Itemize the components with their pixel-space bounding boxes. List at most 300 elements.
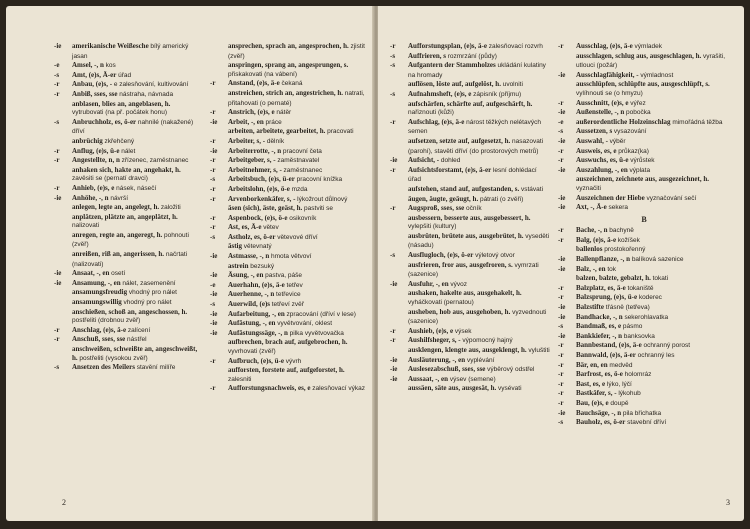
translation: násek, násečí: [116, 184, 157, 192]
dictionary-entry: [558, 194, 730, 204]
translation: doupě: [610, 399, 629, 407]
translation: založiti: [160, 204, 181, 212]
gender-article: -ie: [390, 279, 398, 288]
headword: Äsung, -, en: [228, 271, 264, 280]
translation: vymrzati (sazenice): [408, 261, 539, 279]
translation: bezsuký: [250, 262, 275, 270]
translation: pohnouti (zvěř): [72, 231, 189, 249]
headword: Aufsichtsforstamt, (e)s, ä-er: [408, 165, 492, 174]
headword: Anbruchholz, es, ö-er: [72, 117, 137, 126]
headword: Anbau, (e)s, -: [72, 80, 113, 89]
gender-article: -r: [390, 204, 396, 213]
headword: ausklengen, klengte aus, ausgeklengt, h.: [408, 346, 527, 354]
headword: Arbeiterrotte, -, n: [228, 146, 282, 155]
translation: osikovník: [289, 214, 317, 222]
translation: pásmo: [622, 323, 643, 331]
headword: Augsproß, sses, sse: [408, 204, 465, 213]
dictionary-entry: [390, 214, 550, 232]
dictionary-entry: [558, 293, 730, 303]
gender-article: -r: [558, 360, 564, 369]
dictionary-entry: [210, 223, 366, 233]
translation: vhodný pro nálet: [123, 299, 172, 307]
gender-article: -r: [558, 398, 564, 407]
dictionary-entry: [54, 184, 202, 194]
gender-article: -r: [390, 336, 396, 345]
dictionary-entry: [210, 156, 366, 166]
dictionary-entry: [54, 61, 202, 71]
headword: anblasen, blies an, angeblasen, h.: [72, 99, 171, 108]
headword: anschießen, schoß an, angeschossen, h.: [72, 307, 188, 316]
gender-article: -s: [558, 322, 564, 331]
dictionary-entry: [54, 308, 202, 326]
gender-article: -ie: [558, 331, 566, 340]
translation: pobočka: [625, 109, 651, 117]
dictionary-entry: [390, 251, 550, 261]
dictionary-entry: [54, 363, 202, 373]
gender-article: -r: [210, 136, 216, 145]
translation: průkaz(ka): [618, 147, 649, 155]
translation: postřeliti (drobnou zvěř): [72, 317, 141, 325]
page-number: 2: [62, 498, 66, 507]
dictionary-entry: [210, 79, 366, 89]
headword: aufsetzen, setzte auf, aufgesetzt, h.: [408, 136, 511, 145]
headword: ansamungswillig: [72, 298, 122, 307]
translation: kožíšek: [617, 236, 640, 244]
dictionary-entry: [558, 71, 730, 81]
headword: Anhieb, (e)s, e: [72, 183, 115, 192]
gender-article: -s: [390, 89, 396, 98]
dictionary-entry: [390, 308, 550, 327]
translation: lýkožrout důlnový: [297, 195, 348, 203]
headword: Balg, (e)s, ä-e: [576, 235, 617, 244]
translation: načrtati (nalizovati): [72, 251, 188, 268]
translation: pastviti se: [304, 205, 333, 213]
translation: nařiznouti (kůži): [408, 109, 454, 117]
gender-article: -r: [390, 42, 396, 50]
dictionary-entry: [558, 351, 730, 361]
dictionary-entry: [210, 166, 366, 176]
dictionary-entry: [210, 195, 366, 205]
dictionary-entry: [54, 80, 202, 90]
headword: äugen, äugte, geäugt, h.: [408, 194, 479, 203]
translation: zjistit (zvěř): [228, 43, 365, 60]
headword: anspringen, sprang an, angesprungen, s.: [228, 61, 349, 70]
dictionary-entry: [390, 261, 550, 280]
headword: Aufarbeitung, -, en: [228, 309, 285, 318]
dictionary-entry: [210, 42, 366, 61]
headword: Bandhacke, -, n: [576, 312, 623, 321]
dictionary-entry: [54, 250, 202, 269]
headword: Auswuchs, es, ü-e: [576, 156, 629, 165]
translation: výpomocný hajný: [462, 337, 513, 345]
translation: třásně (tetřeva): [605, 304, 650, 312]
dictionary-entry: [210, 271, 366, 281]
translation: vysazování: [613, 128, 647, 136]
dictionary-entry: [210, 300, 366, 310]
headword: aufforsten, forstete auf, aufgeforstet, h.: [228, 366, 345, 375]
headword: arbeiten, arbeitete, gearbeitet, h.: [228, 127, 326, 136]
headword: Aufnahmsheft, (e)s, e: [408, 89, 472, 98]
gender-article: -r: [558, 226, 564, 235]
translation: medvěd: [609, 361, 633, 369]
translation: pila břichatka: [622, 409, 662, 417]
dictionary-entry: [210, 242, 366, 252]
headword: Aufästung, -, en: [228, 319, 276, 328]
dictionary-entry: [558, 166, 730, 176]
gender-article: -r: [54, 80, 60, 89]
dictionary-entry: [558, 274, 730, 284]
gender-article: -s: [558, 418, 564, 427]
headword: Anbiß, sses, sse: [72, 89, 118, 98]
gender-article: -ie: [210, 117, 218, 126]
headword: Arbeitgeber, s, -: [228, 156, 276, 165]
headword: Auffrieren, s: [408, 51, 446, 60]
dictionary-entry: [558, 380, 730, 390]
dictionary-entry: [210, 89, 366, 108]
gender-article: -r: [558, 389, 564, 398]
gender-article: -r: [54, 335, 60, 344]
gender-article: -r: [390, 165, 396, 174]
dictionary-entry: [54, 100, 202, 118]
gender-article: -r: [210, 384, 216, 393]
right-column-1: [390, 42, 550, 502]
dictionary-entry: [390, 327, 550, 337]
dictionary-entry: [558, 361, 730, 371]
gender-article: -ie: [558, 108, 566, 117]
dictionary-entry: [558, 99, 730, 109]
headword: anreißen, riß an, angerissen, h.: [72, 250, 165, 259]
dictionary-entry: [558, 284, 730, 294]
headword: Balzstifte: [576, 303, 604, 312]
translation: tetřeví zvěř: [271, 301, 304, 309]
headword: äsen (sich), äste, geäst, h.: [228, 204, 303, 213]
headword: Arbeitsbuch, (e)s, ü-er: [228, 175, 295, 184]
translation: tokaniště: [627, 284, 654, 292]
dictionary-entry: [558, 399, 730, 409]
translation: výřez: [630, 99, 646, 107]
translation: rozmrzání (půdy): [447, 52, 497, 60]
gender-article: -r: [558, 98, 564, 107]
translation: výmladnost: [640, 71, 674, 79]
dictionary-entry: [390, 42, 550, 52]
headword: Bast, es, e: [576, 379, 606, 388]
headword: aufbrechen, brach auf, aufgebrochen, h.: [228, 338, 348, 347]
translation: pilka vyvětvovačka: [289, 329, 344, 337]
translation: výplata: [629, 166, 651, 174]
dictionary-entry: [558, 52, 730, 71]
gender-article: -s: [390, 251, 396, 260]
gender-article: -r: [558, 351, 564, 359]
translation: mzda: [291, 185, 308, 193]
gender-article: -r: [210, 165, 216, 174]
dictionary-entry: [558, 236, 730, 246]
translation: úřad: [118, 71, 132, 79]
headword: Bauholz, es, ö-er: [576, 418, 626, 427]
translation: vylepšiti (kultury): [408, 223, 457, 231]
translation: vyluštiti: [528, 347, 550, 354]
translation: ukládání kulatiny na hromady: [408, 62, 546, 79]
dictionary-entry: [54, 298, 202, 308]
translation: bílý americký jasan: [72, 43, 189, 60]
gender-article: -r: [390, 326, 396, 335]
dictionary-entry: [210, 204, 366, 214]
headword: Anschlag, (e)s, ä-e: [72, 325, 127, 334]
gender-article: -ie: [390, 355, 398, 364]
dictionary-entry: [54, 90, 202, 100]
headword: ausschlagen, schlug aus, ausgeschlagen, h.: [576, 51, 702, 60]
headword: Aushieb, (e)s, e: [408, 326, 454, 335]
headword: ausschlüpfen, schlüpfte aus, ausgeschlüpft, s.: [576, 80, 710, 89]
headword: Bankkiefer, -, n: [576, 331, 623, 340]
translation: pátrati (o zvěři): [479, 195, 524, 203]
translation: nástraha, návnada: [119, 90, 174, 98]
translation: zápisník (příjmu): [473, 90, 522, 98]
translation: kos: [105, 62, 116, 70]
gender-article: -s: [558, 127, 564, 136]
dictionary-entry: [54, 288, 202, 298]
translation: pracovní četa: [282, 147, 322, 155]
dictionary-entry: [390, 375, 550, 385]
translation: natrati, přitahovati (o pernaté): [228, 89, 365, 107]
dictionary-entry: [558, 147, 730, 157]
dictionary-entry: [558, 127, 730, 137]
dictionary-entry: [390, 185, 550, 195]
headword: ausbrüten, brütete aus, ausgebrütet, h.: [408, 231, 524, 240]
headword: anbrüchig: [72, 136, 103, 145]
dictionary-entry: [210, 108, 366, 118]
headword: Angestellte, n, n: [72, 156, 120, 165]
translation: stavební dříví: [627, 419, 667, 427]
gender-article: -s: [54, 117, 60, 126]
headword: außerordentliche Holzeinschlag: [576, 117, 671, 126]
dictionary-entry: [210, 357, 366, 367]
headword: Ausschlagfähigkeit, -: [576, 70, 639, 79]
translation: pastva, páše: [265, 272, 303, 280]
gender-article: -r: [210, 194, 216, 203]
gender-article: -e: [558, 117, 564, 126]
headword: amerikanische Weißesche: [72, 42, 149, 50]
translation: banksovka: [623, 332, 655, 340]
gender-article: -r: [54, 89, 60, 98]
dictionary-entry: [54, 118, 202, 137]
dictionary-entry: [210, 319, 366, 329]
headword: aussäen, säte aus, ausgesät, h.: [408, 384, 497, 393]
translation: nástřel: [127, 336, 147, 344]
headword: Arbeitnehmer, s, -: [228, 165, 282, 174]
gender-article: -ie: [54, 42, 62, 50]
right-page: [378, 6, 744, 521]
translation: e zalesňování, kultivování: [113, 81, 189, 89]
translation: prostokořenný: [604, 246, 646, 254]
headword: Auerhahn, (e)s, ä-e: [228, 280, 285, 289]
headword: Axt, -, Ä-e: [576, 203, 607, 212]
translation: uvolniti: [502, 81, 523, 89]
dictionary-entry: [390, 356, 550, 366]
gender-article: -r: [210, 213, 216, 222]
translation: vhodný pro nálet: [128, 289, 177, 297]
headword: Amt, (e)s, Ä-er: [72, 70, 117, 79]
translation: práce: [265, 118, 282, 126]
dictionary-entry: [54, 279, 202, 289]
translation: zaměstnavatel: [277, 157, 320, 165]
dictionary-entry: [558, 80, 730, 98]
dictionary-entry: [390, 365, 550, 375]
translation: přiskakovati (na vábení): [228, 70, 298, 78]
headword: Ausweis, es, e: [576, 146, 617, 155]
dictionary-entry: [558, 313, 730, 323]
headword: balzen, balzte, gebalzt, h.: [576, 274, 651, 283]
headword: Ansaat, -, en: [72, 269, 110, 278]
headword: Arbeiter, s, -: [228, 136, 266, 145]
gender-article: -ie: [210, 252, 218, 261]
headword: astrein: [228, 261, 249, 270]
gender-article: -ie: [54, 278, 62, 287]
translation: vyznačiti: [576, 184, 601, 192]
dictionary-entry: [390, 195, 550, 205]
translation: nárost těžkých nelétavých semen: [408, 118, 541, 136]
translation: holomráz: [624, 371, 652, 379]
headword: Bache, -, n: [576, 226, 608, 235]
gender-article: -ie: [210, 319, 218, 328]
dictionary-entry: [210, 118, 366, 128]
translation: výsek: [454, 327, 472, 335]
gender-article: -ie: [558, 193, 566, 202]
headword: Barfrost, es, ö-e: [576, 370, 623, 379]
translation: výmladek: [634, 43, 662, 50]
translation: výrůstek: [630, 157, 655, 165]
dictionary-entry: [390, 61, 550, 80]
translation: větevnatý: [243, 243, 272, 251]
headword: Außenstelle, -, n: [576, 108, 625, 117]
translation: nátěr: [276, 109, 292, 117]
headword: aufstehen, stand auf, aufgestanden, s.: [408, 184, 520, 193]
dictionary-entry: [54, 326, 202, 336]
translation: nálet: [121, 147, 136, 155]
translation: nahnilé (nakažené) dříví: [72, 118, 194, 136]
headword: Aufsicht, -: [408, 156, 440, 165]
dictionary-entry: [210, 185, 366, 195]
dictionary-entry: [558, 322, 730, 332]
headword: Bau, (e)s, e: [576, 398, 609, 407]
translation: výběr: [609, 137, 626, 145]
translation: vyvětvování, oklest: [277, 320, 333, 328]
translation: vyvrhovati (zvěř): [228, 348, 276, 355]
headword: Auszeichnen der Hiebe: [576, 193, 645, 202]
headword: Aspenbock, (e)s, ö-e: [228, 213, 288, 222]
headword: Aufbruch, (e)s, ü-e: [228, 356, 284, 365]
headword: Anflug, (e)s, ü-e: [72, 146, 120, 155]
dictionary-entry: [558, 108, 730, 118]
headword: Ausschlag, (e)s, ä-e: [576, 42, 633, 50]
headword: Ausschnitt, (e)s, e: [576, 98, 629, 107]
dictionary-entry: [390, 52, 550, 62]
gender-article: -s: [390, 61, 396, 70]
gender-article: -ie: [390, 365, 398, 374]
gender-article: -ie: [558, 136, 566, 145]
dictionary-entry: [210, 127, 366, 137]
right-column-2: [558, 42, 730, 502]
translation: ochranný porost: [643, 342, 691, 350]
gender-article: -r: [558, 370, 564, 379]
headword: Ast, es, Ä-e: [228, 223, 262, 232]
gender-article: -r: [54, 183, 60, 192]
headword: Auswahl, -: [576, 136, 608, 145]
headword: ausbessern, besserte aus, ausgebessert, h.: [408, 213, 531, 222]
translation: zavěsiti se (pernatí dravci): [72, 175, 148, 183]
translation: sekerohlavatka: [624, 313, 669, 321]
translation: bachyně: [609, 227, 634, 235]
gender-article: -s: [390, 51, 396, 60]
gender-article: -r: [210, 108, 216, 117]
headword: Anstrich, (e)s, e: [228, 108, 275, 117]
headword: Auerhenne, -, n: [228, 290, 275, 299]
translation: tokati: [652, 275, 669, 283]
dictionary-entry: [54, 213, 202, 231]
gender-article: -ie: [210, 290, 218, 299]
translation: vyseděti (násadu): [408, 232, 550, 250]
headword: anschweißen, schweißte an, angeschweißt, h.: [72, 345, 198, 362]
dictionary-entry: [210, 147, 366, 157]
dictionary-entry: [54, 194, 202, 204]
dictionary-entry: [210, 61, 366, 79]
gender-article: -ie: [558, 255, 566, 264]
translation: nalizovati: [72, 222, 100, 230]
gender-article: -ie: [210, 328, 218, 337]
translation: očník: [466, 205, 482, 213]
page-number: 3: [726, 498, 730, 507]
headword: Amsel, -, n: [72, 61, 104, 70]
gender-article: -ie: [54, 269, 62, 278]
translation: sekera: [608, 204, 628, 212]
gender-article: -r: [558, 283, 564, 292]
gender-article: -r: [54, 325, 60, 334]
dictionary-entry: [558, 265, 730, 275]
dictionary-entry: [390, 118, 550, 137]
dictionary-entry: [54, 166, 202, 184]
left-column-2: [210, 42, 366, 502]
gender-article: -r: [558, 379, 564, 388]
translation: vyháčkovati (pernatou): [408, 299, 474, 307]
gender-article: -r: [210, 184, 216, 193]
gender-article: -r: [558, 293, 564, 302]
headword: Aufforstungsplan, (e)s, ä-e: [408, 42, 487, 50]
headword: Astmasse, -, n: [228, 252, 270, 261]
headword: anhaken sich, hakte an, angehakt, h.: [72, 165, 181, 174]
headword: ansamungsfreudig: [72, 288, 128, 297]
left-page: [6, 6, 374, 521]
headword: anplätzen, plätzte an, angeplätzt, h.: [72, 212, 178, 221]
translation: zaměstnanec: [283, 166, 323, 174]
dictionary-entry: [54, 156, 202, 166]
dictionary-entry: [558, 245, 730, 255]
gender-article: -e: [54, 61, 60, 70]
dictionary-entry: [558, 332, 730, 342]
translation: vstávati: [521, 185, 544, 193]
dictionary-entry: [210, 137, 366, 147]
gender-article: -r: [210, 356, 216, 365]
headword: Bannwald, (e)s, ä-er: [576, 351, 636, 359]
gender-article: -r: [558, 156, 564, 165]
headword: auszeichnen, zeichnete aus, ausgezeichnet, h.: [576, 175, 709, 184]
dictionary-entry: [558, 418, 730, 428]
dictionary-entry: [390, 280, 550, 290]
gender-article: -r: [558, 146, 564, 155]
dictionary-entry: [390, 289, 550, 307]
gender-article: -r: [210, 156, 216, 165]
translation: návrší: [110, 194, 129, 202]
headword: Bastkäfer, s, -: [576, 389, 617, 398]
section-letter: B: [641, 214, 647, 224]
